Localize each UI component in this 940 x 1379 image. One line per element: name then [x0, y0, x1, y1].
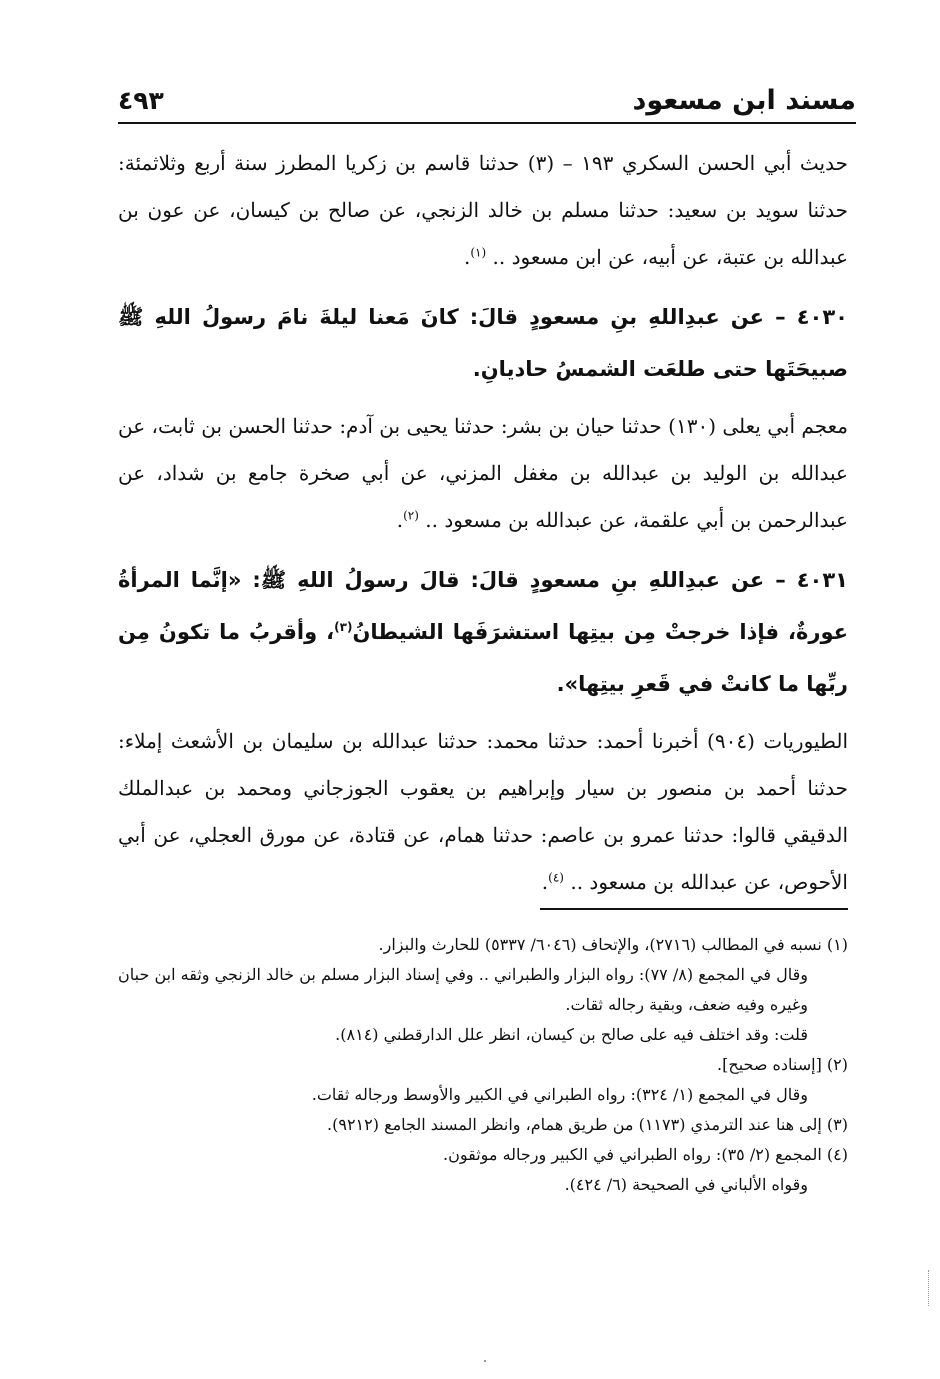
scan-speck [484, 1360, 486, 1362]
footnote-line: وقواه الألباني في الصحيحة (٦/ ٤٢٤). [564, 1175, 808, 1194]
hadith-text-part: ، وأقربُ ما تكونُ مِن ربِّها ما كانتْ في قَعرِ بيتِها». [118, 620, 848, 696]
source-text: معجم أبي يعلى (١٣٠) حدثنا حيان بن بشر: حدثنا يحيى بن آدم: حدثنا الحسن بن ثابت، عن عبدالله بن الوليد بن عبدالله بن مغفل المزني، عن أبي صخرة جامع بن شداد، عن عبدالرحمن بن أبي علقمة، عن عبدالله بن مسعود .. [118, 414, 848, 532]
hadith-text: ٤٠٣٠ – عن عبدِاللهِ بنِ مسعودٍ قالَ: كانَ مَعنا ليلةَ نامَ رسولُ اللهِ ﷺ صبيحَتَها حتى طلعَت الشمسُ حاديانِ. [118, 305, 848, 381]
source-text: الطيوريات (٩٠٤) أخبرنا أحمد: حدثنا محمد: حدثنا عبدالله بن سليمان بن الأشعث إملاء: حدثنا أحمد بن منصور بن سيار وإبراهيم بن يعقوب الجوزجاني ومحمد بن عبدالملك الدقيقي قالوا: حدثنا عمرو بن عاصم: حدثنا همام، عن قتادة، عن مورق العجلي، عن أبي الأحوص، عن عبدالله بن مسعود .. [118, 729, 848, 894]
hadith-text-part: ٤٠٣١ – عن عبدِاللهِ بنِ مسعودٍ قالَ: قالَ رسولُ اللهِ ﷺ: «إنَّما المرأةُ عورةٌ، فإذا خرجتْ مِن بيتِها استشرَفَها الشيطانُ [118, 568, 848, 644]
footnote-line: قلت: وقد اختلف فيه على صالح بن كيسان، انظر علل الدارقطني (٨١٤). [335, 1025, 808, 1044]
footnote-line: وقال في المجمع (٨/ ٧٧): رواه البزار والطبراني .. وفي إسناد البزار مسلم بن خالد الزنجي وثقه ابن حبان وغيره وفيه ضعف، وبقية رجاله ثقات. [118, 965, 808, 1014]
footnote-line: وقال في المجمع (١/ ٣٢٤): رواه الطبراني في الكبير والأوسط ورجاله ثقات. [311, 1085, 808, 1104]
source-paragraph: الطيوريات (٩٠٤) أخبرنا أحمد: حدثنا محمد: حدثنا عبدالله بن سليمان بن الأشعث إملاء: حدثنا أحمد بن منصور بن سيار وإبراهيم بن يعقوب الجوزجاني ومحمد بن عبدالملك الدقيقي قالوا: حدثنا عمرو بن عاصم: حدثنا همام، عن قتادة، عن مورق العجلي، عن أبي الأحوص، عن عبدالله بن مسعود .. $^{(٤)}$. [118, 729, 848, 894]
footnote-ref: (٣) [334, 620, 353, 634]
source-paragraph: حديث أبي الحسن السكري ١٩٣ – (٣) حدثنا قاسم بن زكريا المطرز سنة أربع وثلاثمئة: حدثنا سويد بن سعيد: حدثنا مسلم بن خالد الزنجي، عن صالح بن كيسان، عن عون بن عبدالله بن عتبة، عن أبيه، عن ابن مسعود .. $^{(١)}$. [118, 151, 848, 269]
page-header [118, 82, 856, 124]
main-text [118, 140, 848, 906]
scan-margin-mark [928, 1270, 935, 1306]
hadith-text [118, 554, 848, 710]
footnotes [118, 930, 848, 1200]
footnote-ref: (١) [470, 245, 487, 260]
source-text: حديث أبي الحسن السكري ١٩٣ – (٣) حدثنا قاسم بن زكريا المطرز سنة أربع وثلاثمئة: حدثنا سويد بن سعيد: حدثنا مسلم بن خالد الزنجي، عن صالح بن كيسان، عن عون بن عبدالله بن عتبة، عن أبيه، عن ابن مسعود .. [118, 151, 848, 269]
running-title: مسند ابن مسعود [632, 85, 856, 116]
footnote-divider [540, 908, 848, 910]
footnote-ref: (٤) [548, 870, 564, 885]
source-paragraph: معجم أبي يعلى (١٣٠) حدثنا حيان بن بشر: حدثنا يحيى بن آدم: حدثنا الحسن بن ثابت، عن عبدالله بن الوليد بن عبدالله بن مغفل المزني، عن أبي صخرة جامع بن شداد، عن عبدالرحمن بن أبي علقمة، عن عبدالله بن مسعود .. $^{(٢)}$. [118, 414, 848, 532]
footnote-line: (١) نسبه في المطالب (٢٧١٦)، والإتحاف (٦٠٤٦/ ٥٣٣٧) للحارث والبزار. [378, 935, 848, 954]
footnote-line: (٢) [إسناده صحيح]. [717, 1055, 848, 1074]
footnote-line: (٣) إلى هنا عند الترمذي (١١٧٣) من طريق همام، وانظر المسند الجامع (٩٢١٢). [327, 1115, 848, 1134]
footnote-line: (٤) المجمع (٢/ ٣٥): رواه الطبراني في الكبير ورجاله موثقون. [443, 1145, 848, 1164]
footnote-ref: (٢) [403, 508, 419, 523]
page-number: ٤٩٣ [118, 86, 164, 115]
